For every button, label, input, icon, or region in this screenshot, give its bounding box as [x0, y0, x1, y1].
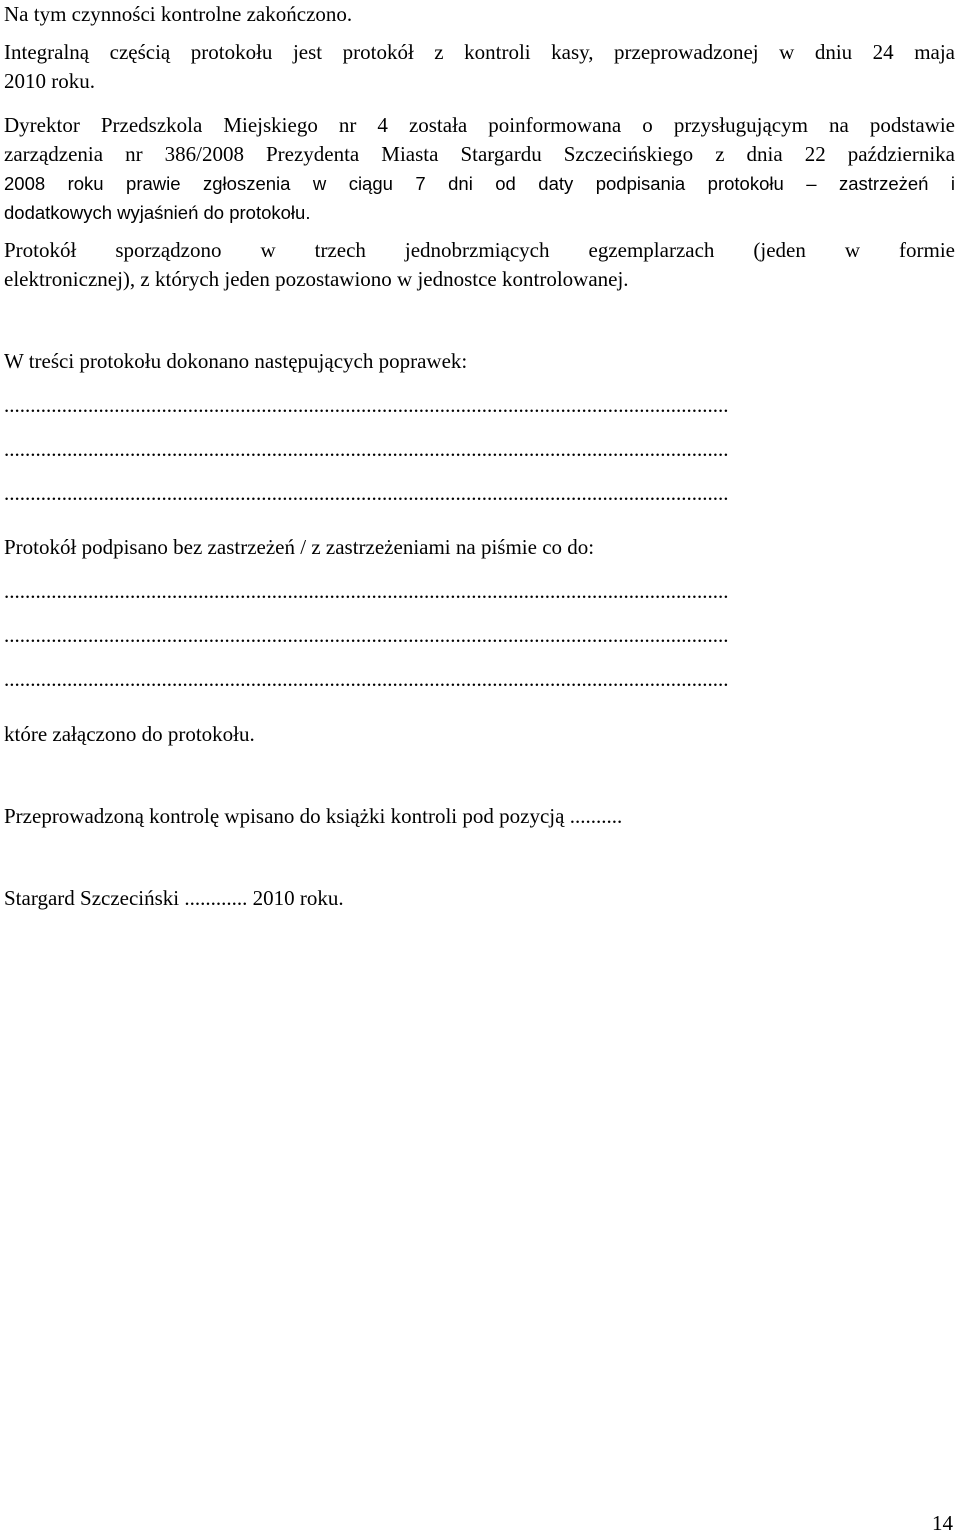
integral-part-line-2: 2010 roku. [4, 69, 95, 93]
director-line-2: zarządzenia nr 386/2008 Prezydenta Miasta Stargardu Szczecińskiego z dnia 22 października [4, 142, 955, 166]
copies-line-2: elektronicznej), z których jeden pozostawiono w jednostce kontrolowanej. [4, 267, 629, 291]
signed-label: Protokół podpisano bez zastrzeżeń / z zastrzeżeniami na piśmie co do: [4, 535, 595, 559]
integral-part-paragraph [4, 38, 955, 96]
page-number: 14 [932, 1511, 953, 1535]
director-line-4: dodatkowych wyjaśnień do protokołu. [4, 202, 311, 223]
place-date-line: Stargard Szczeciński ............ 2010 roku. [4, 886, 344, 910]
corrections-dotted-line-3: .......................................................................................................................................... [4, 481, 729, 505]
corrections-dotted-line-1: .......................................................................................................................................... [4, 393, 729, 417]
book-entry-line: Przeprowadzoną kontrolę wpisano do książki kontroli pod pozycją .......... [4, 804, 623, 828]
integral-part-line-1: Integralną częścią protokołu jest protokół z kontroli kasy, przeprowadzonej w dniu 24 maja [4, 40, 955, 64]
corrections-label: W treści protokołu dokonano następujących poprawek: [4, 349, 468, 373]
copies-paragraph [4, 236, 955, 294]
attached-label: które załączono do protokołu. [4, 722, 255, 746]
closing-statement: Na tym czynności kontrolne zakończono. [4, 2, 353, 26]
director-informed-paragraph [4, 111, 955, 227]
reservations-dotted-line-2: .......................................................................................................................................... [4, 623, 729, 647]
corrections-dotted-line-2: .......................................................................................................................................... [4, 437, 729, 461]
director-line-1: Dyrektor Przedszkola Miejskiego nr 4 została poinformowana o przysługującym na podstawie [4, 113, 955, 137]
document-page [4, 0, 955, 913]
reservations-dotted-line-3: .......................................................................................................................................... [4, 667, 729, 691]
director-line-3: 2008 roku prawie zgłoszenia w ciągu 7 dni od daty podpisania protokołu – zastrzeżeń i [4, 173, 955, 194]
reservations-dotted-line-1: .......................................................................................................................................... [4, 579, 729, 603]
copies-line-1: Protokół sporządzono w trzech jednobrzmiących egzemplarzach (jeden w formie [4, 238, 955, 262]
